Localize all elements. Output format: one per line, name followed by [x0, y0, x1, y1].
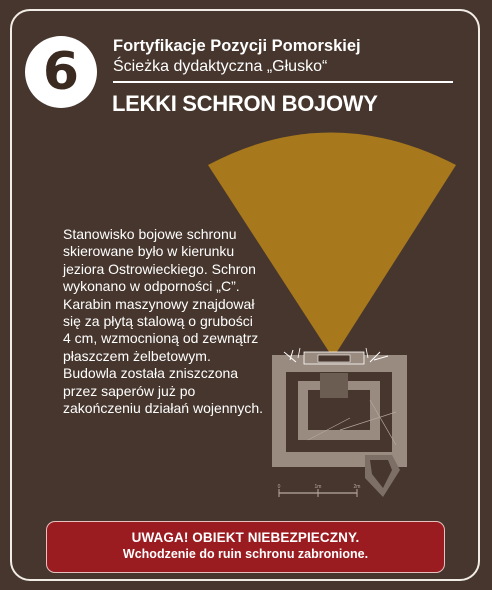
- warning-title: UWAGA! OBIEKT NIEBEZPIECZNY.: [131, 530, 360, 545]
- station-number: 6: [42, 42, 80, 102]
- scale-label: 1m: [314, 484, 322, 490]
- warning-subtitle: Wchodzenie do ruin schronu zabronione.: [122, 547, 369, 561]
- bunker-floor-plan-icon: [272, 348, 407, 497]
- scale-bar-icon: [278, 484, 361, 497]
- board-title: Fortyfikacje Pozycji Pomorskiej: [113, 37, 361, 55]
- description-text: Stanowisko bojowe schronu skierowane było w kierunku jeziora Ostrowieckiego. Schron wykonano w odporności „C”. Karabin maszynowy znajdował się za płytą stalową o grubości 4 cm, wzmocnioną od zewnątrz płaszczem żelbetowym. Budowla została zniszczona przez saperów już po zakończeniu działań wojennych.: [63, 226, 264, 417]
- page-title: LEKKI SCHRON BOJOWY: [112, 91, 378, 116]
- warning-banner: [46, 521, 445, 573]
- board-subtitle: Ścieżka dydaktyczna „Głusko“: [113, 58, 328, 75]
- scale-label: 2m: [353, 484, 361, 490]
- field-of-fire-sector-icon: [208, 133, 456, 359]
- scale-label: 0: [277, 484, 281, 490]
